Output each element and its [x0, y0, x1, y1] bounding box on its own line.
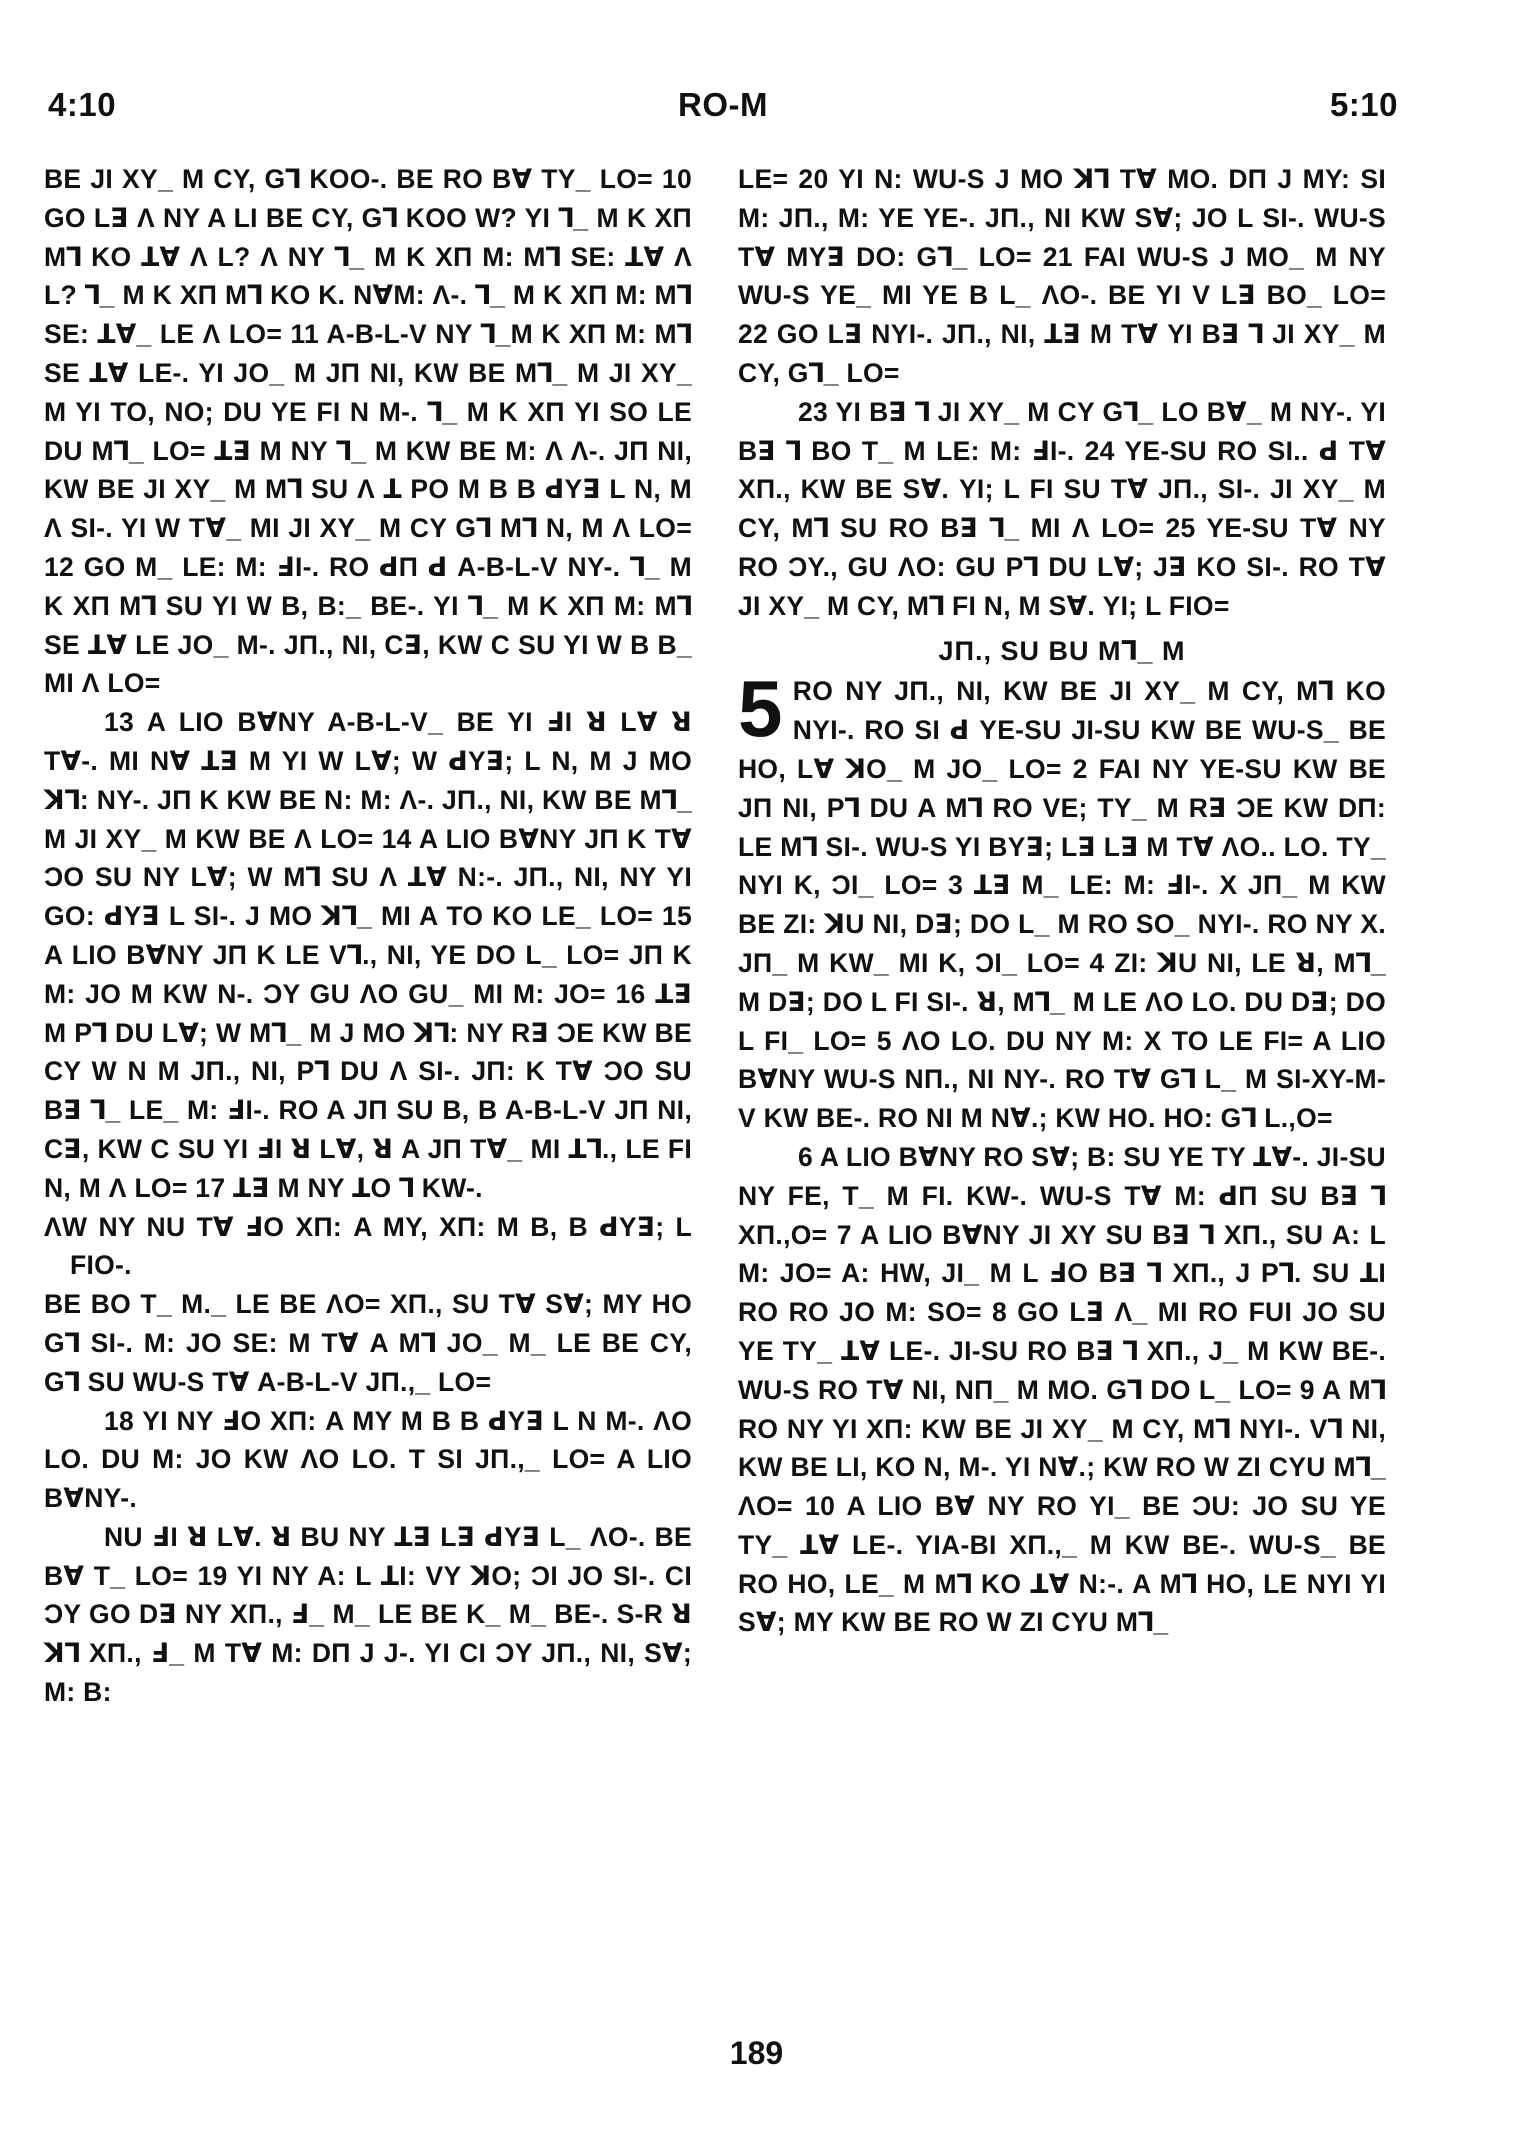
paragraph: 18 YI NY ꓞO XΠ: A MY M B B ꓒYꓱ L N M-. ΛO LO. DU M: JO KW ΛO LO. T SI JΠ.,_ LO= A LIO BꓯNY-.: [44, 1405, 692, 1514]
paragraph: LE= 20 YI N: WU-S J MO ꓘꓶ Tꓯ MO. DΠ J MY: SI M: JΠ., M: YE YE-. JΠ., NI KW Sꓯ; JO L SI-. WU-S Tꓯ MYꓱ DO: Gꓶ_ LO= 21 FAI WU-S J MO_ M NY WU-S YE_ MI YE B L_ ΛO-. BE YI V Lꓱ BO_ LO= 22 GO Lꓱ NYI-. JΠ., NI, ꓕꓱ M Tꓯ YI Bꓱ ꓶ JI XY_ M CY, Gꓶ_ LO=: [738, 164, 1386, 388]
poetry-paragraph: ΛW NY NU Tꓯ ꓞO XΠ: A MY, XΠ: M B, B ꓒYꓱ; L FIO-.: [44, 1211, 692, 1281]
right-column: [738, 160, 1386, 1642]
section-heading: JΠ., SU BU Mꓶ_ M: [938, 635, 1186, 666]
header-book-title: RO-M: [678, 86, 768, 123]
paragraph: BE BO T_ M._ LE BE ΛO= XΠ., SU Tꓯ Sꓯ; MY HO Gꓶ SI-. M: JO SE: M Tꓯ A Mꓶ JO_ M_ LE BE CY, Gꓶ SU WU-S Tꓯ A-B-L-V JΠ.,_ LO=: [44, 1289, 692, 1397]
paragraph: BE JI XY_ M CY, Gꓶ KOO-. BE RO Bꓯ TY_ LO= 10 GO Lꓱ Λ NY A LI BE CY, Gꓶ KOO W? YI ꓶ_ M K XΠ Mꓶ KO ꓕꓯ Λ L? Λ NY ꓶ_ M K XΠ M: Mꓶ SE: ꓕꓯ Λ L? ꓶ_ M K XΠ Mꓶ KO K. NꓯM: Λ-. ꓶ_ M K XΠ M: Mꓶ SE: ꓕꓯ_ LE Λ LO= 11 A-B-L-V NY ꓶ_M K XΠ M: Mꓶ SE ꓕꓯ LE-. YI JO_ M JΠ NI, KW BE Mꓶ_ M JI XY_ M YI TO, NO; DU YE FI N M-. ꓶ_ M K XΠ YI SO LE DU Mꓶ_ LO= ꓕꓱ M NY ꓶ_ M KW BE M: Λ Λ-. JΠ NI, KW BE JI XY_ M Mꓶ SU Λ ꓕ PO M B B ꓒYꓱ L N, M Λ SI-. YI W Tꓯ_ MI JI XY_ M CY Gꓶ Mꓶ N, M Λ LO= 12 GO M_ LE: M: ꓞI-. RO ꓒΠ ꓒ A-B-L-V NY-. ꓶ_ M K XΠ Mꓶ SU YI W B, B:_ BE-. YI ꓶ_ M K XΠ M: Mꓶ SE ꓕꓯ LE JO_ M-. JΠ., NI, Cꓱ, KW C SU YI W B B_ MI Λ LO=: [44, 164, 692, 699]
chapter-number: 5: [738, 664, 783, 754]
page-number: 189: [729, 2035, 784, 2071]
chapter-opening-paragraph: [738, 664, 1386, 1138]
left-column: [44, 160, 692, 1712]
chapter-opening-text: RO NY JΠ., NI, KW BE JI XY_ M CY, Mꓶ KO NYI-. RO SI ꓒ YE-SU JI-SU KW BE WU-S_ BE HO, Lꓯ ꓘO_ M JO_ LO= 2 FAI NY YE-SU KW BE JΠ NI, Pꓶ DU A Mꓶ RO VE; TY_ M Rꓱ ƆE KW DΠ: LE Mꓶ SI-. WU-S YI BYꓱ; Lꓱ Lꓱ M Tꓯ ΛO.. LO. TY_ NYI K, ƆI_ LO= 3 ꓕꓱ M_ LE: M: ꓞI-. X JΠ_ M KW BE ZI: ꓘU NI, Dꓱ; DO L_ M RO SO_ NYI-. RO NY X. JΠ_ M KW_ MI K, ƆI_ LO= 4 ZI: ꓘU NI, LE ꓤ, Mꓶ_ M Dꓱ; DO L FI SI-. ꓤ, Mꓶ_ M LE ΛO LO. DU Dꓱ; DO L FI_ LO= 5 ΛO LO. DU NY M: X TO LE FI= A LIO BꓯNY WU-S NΠ., NI NY-. RO Tꓯ Gꓶ L_ M SI-XY-M-V KW BE-. RO NI M Nꓯ.; KW HO. HO: Gꓶ L.,O=: [738, 676, 1386, 1134]
paragraph: 13 A LIO BꓯNY A-B-L-V_ BE YI ꓞI ꓤ Lꓯ ꓤ Tꓯ-. MI Nꓯ ꓕꓱ M YI W Lꓯ; W ꓒYꓱ; L N, M J MO ꓘꓶ: NY-. JΠ K KW BE N: M: Λ-. JΠ., NI, KW BE Mꓶ_ M JI XY_ M KW BE Λ LO= 14 A LIO BꓯNY JΠ K Tꓯ ƆO SU NY Lꓯ; W Mꓶ SU Λ ꓕꓯ N:-. JΠ., NI, NY YI GO: ꓒYꓱ L SI-. J MO ꓘꓶ_ MI A TO KO LE_ LO= 15 A LIO BꓯNY JΠ K LE Vꓶ., NI, YE DO L_ LO= JΠ K M: JO M KW N-. ƆY GU ΛO GU_ MI M: JO= 16 ꓕꓱ M Pꓶ DU Lꓯ; W Mꓶ_ M J MO ꓘꓶ: NY Rꓱ ƆE KW BE CY W N M JΠ., NI, Pꓶ DU Λ SI-. JΠ: K Tꓯ ƆO SU Bꓱ ꓶ_ LE_ M: ꓞI-. RO A JΠ SU B, B A-B-L-V JΠ NI, Cꓱ, KW C SU YI ꓞI ꓤ Lꓯ, ꓤ A JΠ Tꓯ_ MI ꓕꓶ., LE FI N, M Λ LO= 17 ꓕꓱ M NY ꓕO ꓶ KW-.: [44, 707, 692, 1203]
page-header: [48, 86, 1398, 132]
paragraph: 23 YI Bꓱ ꓶ JI XY_ M CY Gꓶ_ LO Bꓯ_ M NY-. YI Bꓱ ꓶ BO T_ M LE: M: ꓞI-. 24 YE-SU RO SI.. ꓒ Tꓯ XΠ., KW BE Sꓯ. YI; L FI SU Tꓯ JΠ., SI-. JI XY_ M CY, Mꓶ SU RO Bꓱ ꓶ_ MI Λ LO= 25 YE-SU Tꓯ NY RO ƆY., GU ΛO: GU Pꓶ DU Lꓯ; Jꓱ KO SI-. RO Tꓯ JI XY_ M CY, Mꓶ FI N, M Sꓯ. YI; L FIO=: [738, 396, 1386, 621]
paragraph: NU ꓞI ꓤ Lꓯ. ꓤ BU NY ꓕꓱ Lꓱ ꓒYꓱ L_ ΛO-. BE Bꓯ T_ LO= 19 YI NY A: L ꓕI: VY ꓘO; ƆI JO SI-. CI ƆY GO Dꓱ NY XΠ., ꓞ_ M_ LE BE K_ M_ BE-. S-R ꓤ ꓘꓶ XΠ., ꓞ_ M Tꓯ M: DΠ J J-. YI CI ƆY JΠ., NI, Sꓯ; M: B:: [44, 1521, 692, 1708]
header-right-reference: 5:10: [1329, 86, 1398, 123]
paragraph: 6 A LIO BꓯNY RO Sꓯ; B: SU YE TY ꓕꓯ-. JI-SU NY FE, T_ M FI. KW-. WU-S Tꓯ M: ꓒΠ SU Bꓱ ꓶ XΠ.,O= 7 A LIO BꓯNY JI XY SU Bꓱ ꓶ XΠ., SU A: L M: JO= A: HW, JI_ M L ꓞO Bꓱ ꓶ XΠ., J Pꓶ. SU ꓕI RO RO JO M: SO= 8 GO Lꓱ Λ_ MI RO FUI JO SU YE TY_ ꓕꓯ LE-. JI-SU RO Bꓱ ꓶ XΠ., J_ M KW BE-. WU-S RO Tꓯ NI, NΠ_ M MO. Gꓶ DO L_ LO= 9 A Mꓶ RO NY YI XΠ: KW BE JI XY_ M CY, Mꓶ NYI-. Vꓶ NI, KW BE LI, KO N, M-. YI Nꓯ.; KW RO W ZI CYU Mꓶ_ ΛO= 10 A LIO Bꓯ NY RO YI_ BE ƆU: JO SU YE TY_ ꓕꓯ LE-. YIA-BI XΠ.,_ M KW BE-. WU-S_ BE RO HO, LE_ M Mꓶ KO ꓕꓯ N:-. A Mꓶ HO, LE NYI YI Sꓯ; MY KW BE RO W ZI CYU Mꓶ_: [738, 1141, 1386, 1638]
header-left-reference: 4:10: [48, 86, 117, 123]
